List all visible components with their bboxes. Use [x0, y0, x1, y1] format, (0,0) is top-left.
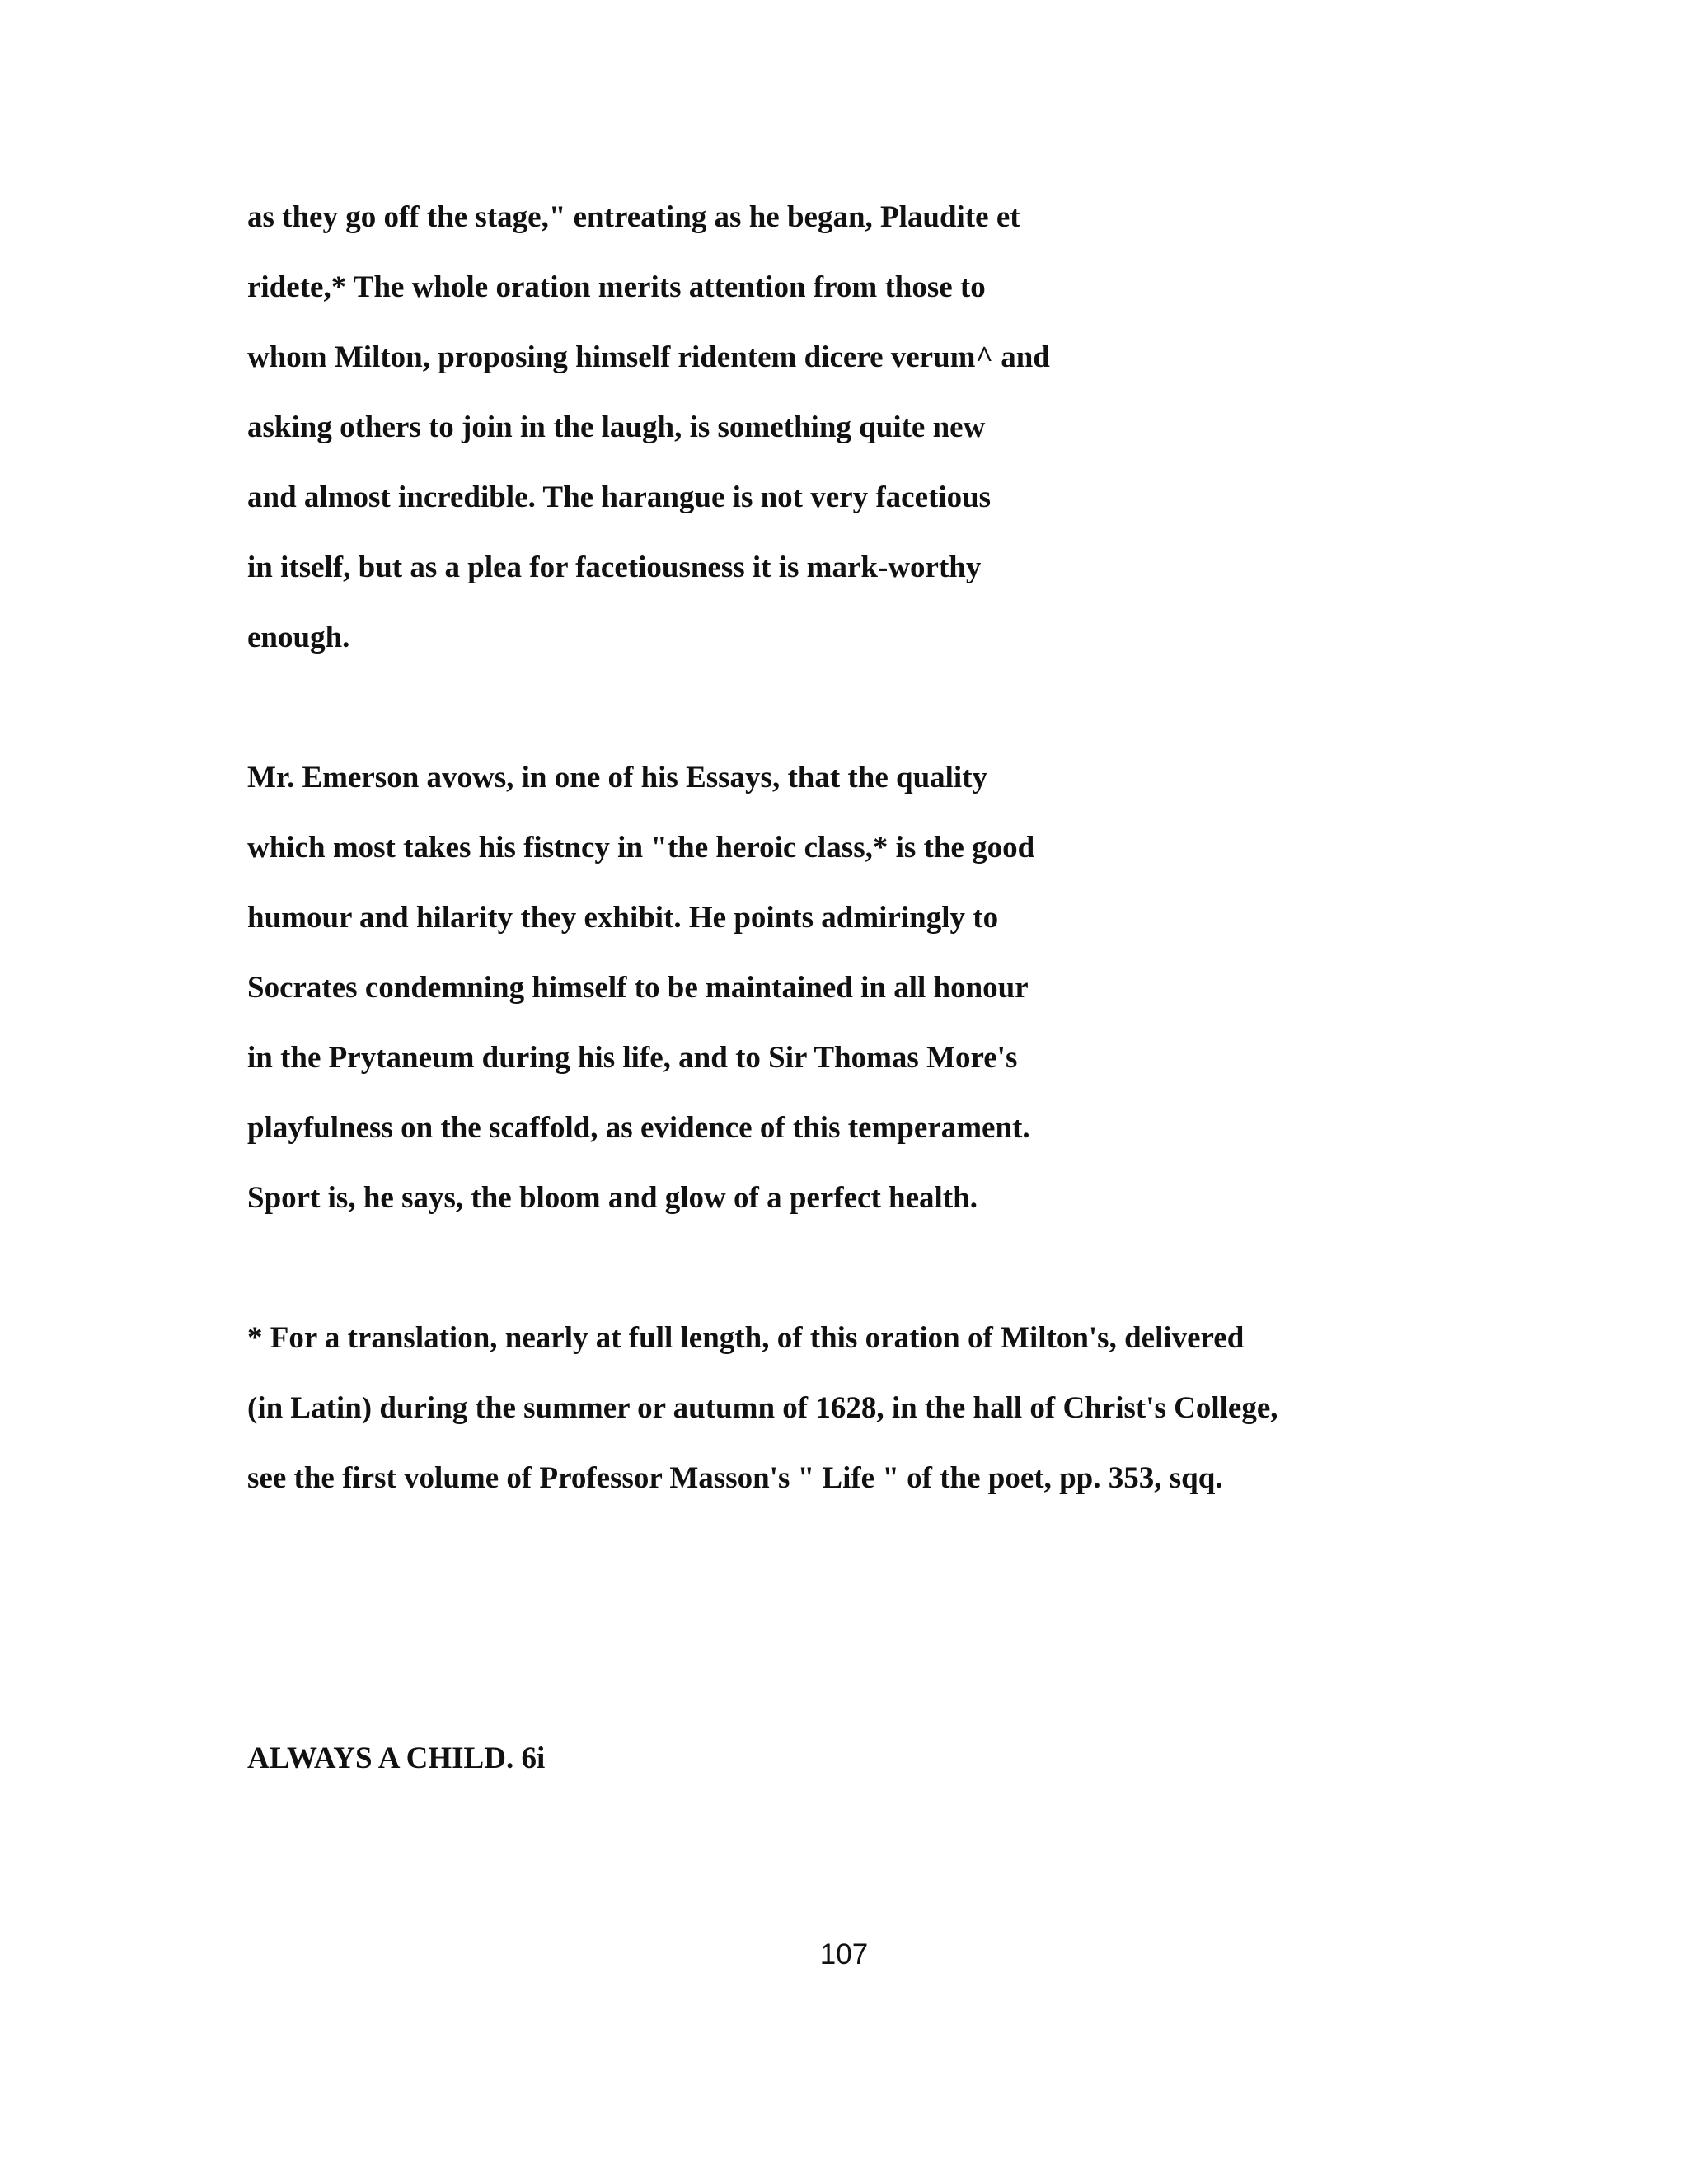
text-line: whom Milton, proposing himself ridentem dicere verum^ and [247, 340, 1050, 374]
text-line: Sport is, he says, the bloom and glow of a perfect health. [247, 1181, 978, 1215]
page-number: 107 [819, 1938, 869, 1971]
footnote-line: * For a translation, nearly at full length, of this oration of Milton's, delivered [247, 1321, 1245, 1355]
text-line: Mr. Emerson avows, in one of his Essays, that the quality [247, 761, 988, 794]
footnote-line: (in Latin) during the summer or autumn of 1628, in the hall of Christ's College, [247, 1391, 1278, 1425]
text-line: and almost incredible. The harangue is not very facetious [247, 480, 992, 514]
text-line: ridete,* The whole oration merits attention from those to [247, 270, 986, 304]
text-line: in itself, but as a plea for facetiousness it is mark-worthy [247, 551, 982, 584]
text-line: which most takes his fistncy in "the heroic class,* is the good [247, 831, 1035, 865]
text-line: Socrates condemning himself to be maintained in all honour [247, 971, 1029, 1005]
text-line: asking others to join in the laugh, is something quite new [247, 410, 986, 444]
text-line: in the Prytaneum during his life, and to Sir Thomas More's [247, 1041, 1018, 1075]
text-line: enough. [247, 621, 350, 654]
running-header: ALWAYS A CHILD. 6i [247, 1741, 546, 1775]
text-line: as they go off the stage," entreating as he began, Plaudite et [247, 200, 1020, 234]
text-line: humour and hilarity they exhibit. He points admiringly to [247, 901, 999, 935]
footnote-line: see the first volume of Professor Masson's " Life " of the poet, pp. 353, sqq. [247, 1461, 1223, 1495]
text-line: playfulness on the scaffold, as evidence of this temperament. [247, 1111, 1030, 1145]
